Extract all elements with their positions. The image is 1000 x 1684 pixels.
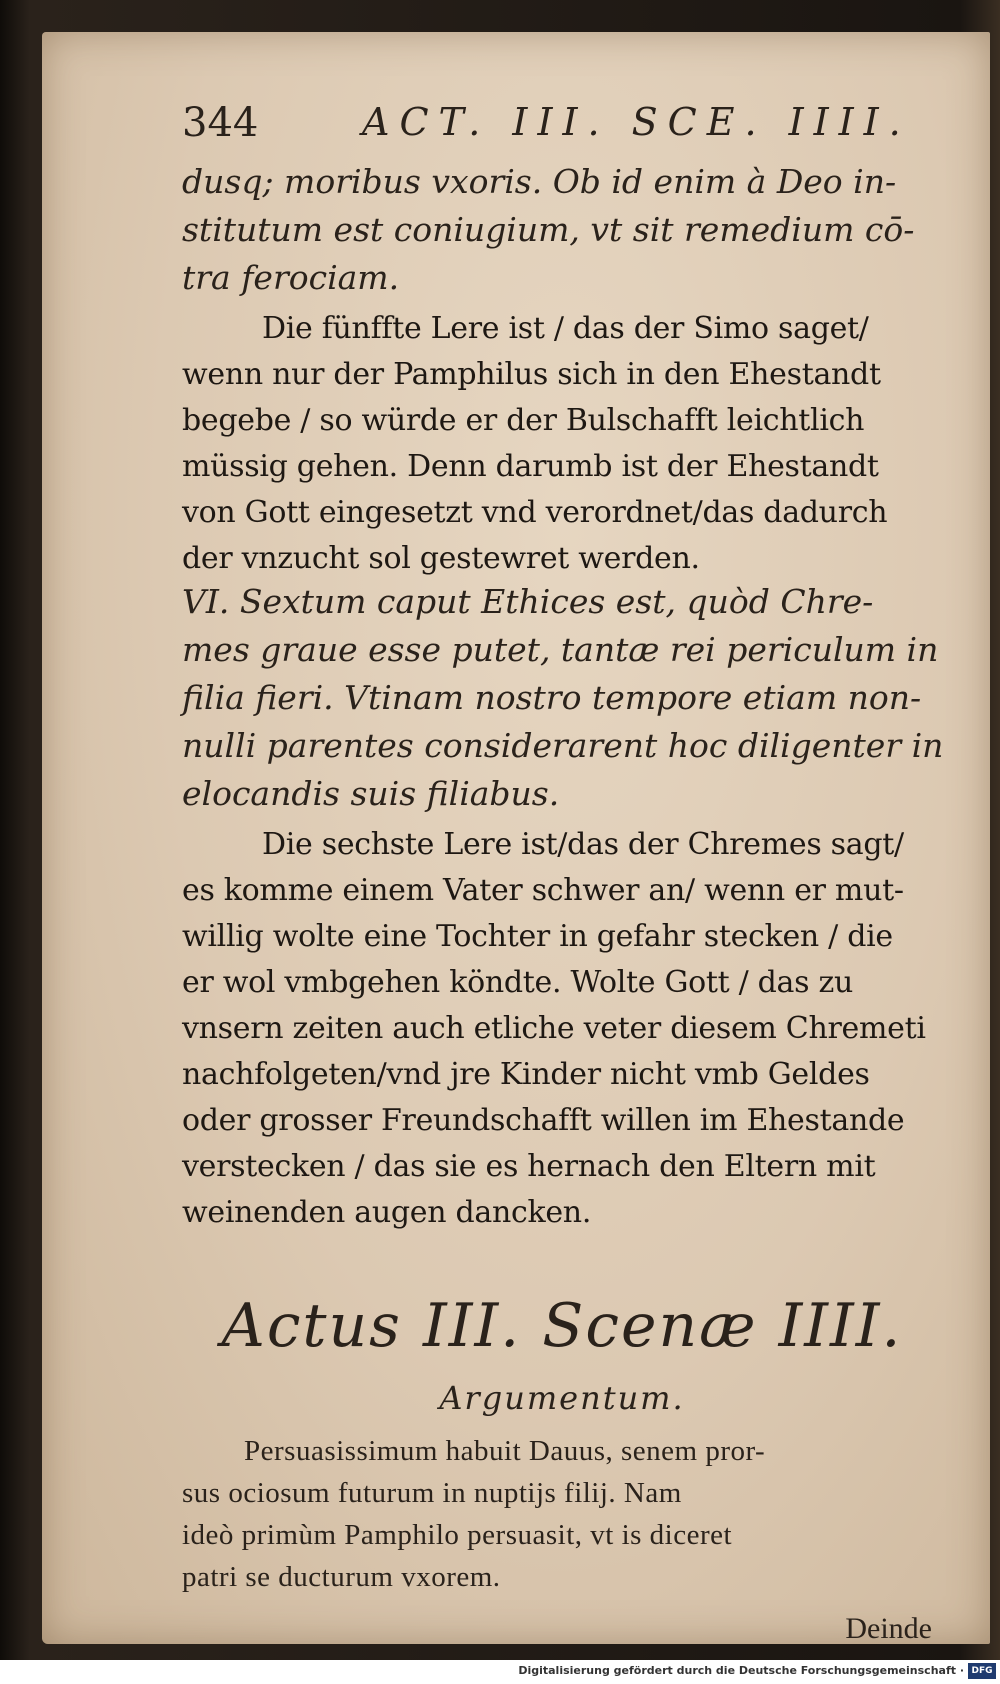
text-line: willig wolte eine Tochter in gefahr stecken / die: [182, 919, 893, 954]
page-number: 344: [182, 100, 259, 146]
text-line: Persuasissimum habuit Dauus, senem pror-: [244, 1435, 766, 1467]
text-line: filia fieri. Vtinam nostro tempore etiam non-: [182, 678, 922, 717]
running-title: ACT. III. SCE. IIII.: [362, 100, 911, 144]
running-head: [182, 92, 942, 162]
text-line: verstecken / das sie es hernach den Eltern mit: [182, 1149, 876, 1184]
text-line: begebe / so würde er der Bulschafft leichtlich: [182, 403, 865, 438]
book-page: [42, 32, 990, 1644]
text-line: oder grosser Freundschafft willen im Ehestande: [182, 1103, 905, 1138]
dfg-logo: DFG: [968, 1663, 996, 1679]
catchword: Deinde: [845, 1612, 932, 1645]
text-line: der vnzucht sol gestewret werden.: [182, 541, 700, 576]
text-line: von Gott eingesetzt vnd verordnet/das dadurch: [182, 495, 888, 530]
text-line: mes graue esse putet, tantæ rei periculum in: [182, 630, 939, 669]
text-line: VI. Sextum caput Ethices est, quòd Chre-: [182, 582, 874, 621]
text-line: tra ferociam.: [182, 258, 400, 297]
text-line: weinenden augen dancken.: [182, 1195, 592, 1230]
text-line: stitutum est coniugium, vt sit remedium cō-: [182, 210, 915, 249]
argument-paragraph: [182, 1430, 942, 1598]
german-paragraph-2: [182, 822, 942, 1236]
text-line: er wol vmbgehen köndte. Wolte Gott / das zu: [182, 965, 854, 1000]
text-line: patri se ducturum vxorem.: [182, 1561, 501, 1593]
text-line: vnsern zeiten auch etliche veter diesem Chremeti: [182, 1011, 926, 1046]
argument-heading: Argumentum.: [439, 1379, 685, 1417]
text-line: elocandis suis filiabus.: [182, 774, 560, 813]
text-line: dusq; moribus vxoris. Ob id enim à Deo in-: [182, 162, 897, 201]
footer-credit: Digitalisierung gefördert durch die Deutsche Forschungsgemeinschaft ·: [518, 1664, 964, 1677]
text-line: wenn nur der Pamphilus sich in den Ehestandt: [182, 357, 881, 392]
text-line: Die fünffte Lere ist / das der Simo saget/: [262, 311, 869, 346]
text-line: Die sechste Lere ist/das der Chremes sagt/: [262, 827, 904, 862]
text-line: nachfolgeten/vnd jre Kinder nicht vmb Geldes: [182, 1057, 870, 1092]
scene-heading: Actus III. Scenæ IIII.: [221, 1291, 903, 1361]
latin-paragraph-2: [182, 578, 942, 818]
text-line: sus ociosum futurum in nuptijs filij. Nam: [182, 1477, 682, 1509]
page-content: [182, 92, 942, 1646]
german-paragraph-1: [182, 306, 942, 582]
footer-bar: [0, 1660, 1000, 1684]
text-line: ideò primùm Pamphilo persuasit, vt is diceret: [182, 1519, 733, 1551]
text-line: es komme einem Vater schwer an/ wenn er mut-: [182, 873, 904, 908]
latin-paragraph-1: [182, 158, 942, 302]
text-line: müssig gehen. Denn darumb ist der Ehestandt: [182, 449, 879, 484]
text-line: nulli parentes considerarent hoc diligenter in: [182, 726, 944, 765]
